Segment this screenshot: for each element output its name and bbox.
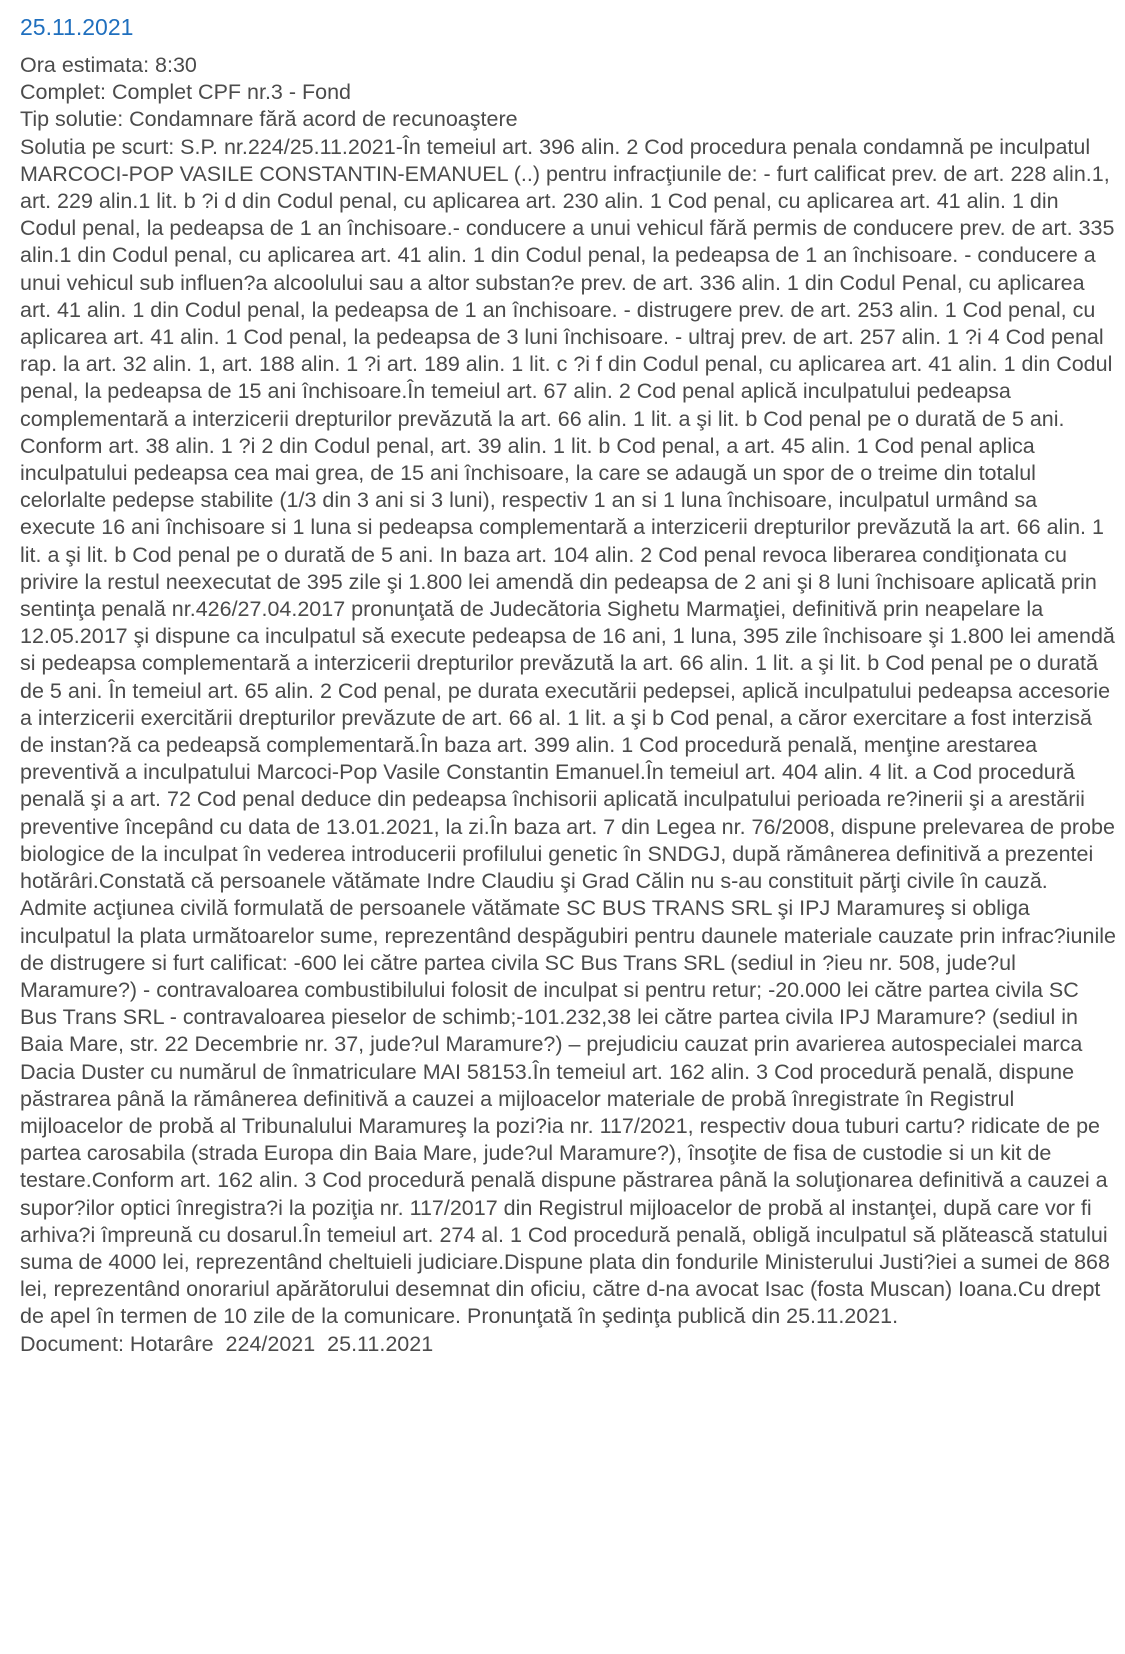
- estimated-time: Ora estimata: 8:30: [20, 53, 197, 77]
- solution-summary: Solutia pe scurt: S.P. nr.224/25.11.2021-În temeiul art. 396 alin. 2 Cod procedura penala condamnă pe inculpatul MARCOCI-POP VASILE CONSTANTIN-EMANUEL (..) pentru infracţiunile de: - furt calificat prev. de art. 228 alin.1, art. 229 alin.1 lit. b ?i d din Codul penal, cu aplicarea art. 230 alin. 1 Cod penal, cu aplicarea art. 41 alin. 1 din Codul penal, la pedeapsa de 1 an închisoare.- conducere a unui vehicul fără permis de conducere prev. de art. 335 alin.1 din Codul penal, cu aplicarea art. 41 alin. 1 din Codul penal, la pedeapsa de 1 an închisoare. - conducere a unui vehicul sub influen?a alcoolului sau a altor substan?e prev. de art. 336 alin. 1 din Codul Penal, cu aplicarea art. 41 alin. 1 din Codul penal, la pedeapsa de 1 an închisoare. - distrugere prev. de art. 253 alin. 1 Cod penal, cu aplicarea art. 41 alin. 1 Cod penal, la pedeapsa de 3 luni închisoare. - ultraj prev. de art. 257 alin. 1 ?i 4 Cod penal rap. la art. 32 alin. 1, art. 188 alin. 1 ?i art. 189 alin. 1 lit. c ?i f din Codul penal, cu aplicarea art. 41 alin. 1 din Codul penal, la pedeapsa de 15 ani închisoare.În temeiul art. 67 alin. 2 Cod penal aplică inculpatului pedeapsa complementară a interzicerii drepturilor prevăzută la art. 66 alin. 1 lit. a şi lit. b Cod penal pe o durată de 5 ani. Conform art. 38 alin. 1 ?i 2 din Codul penal, art. 39 alin. 1 lit. b Cod penal, a art. 45 alin. 1 Cod penal aplica inculpatului pedeapsa cea mai grea, de 15 ani închisoare, la care se adaugă un spor de o treime din totalul celorlalte pedepse stabilite (1/3 din 3 ani si 3 luni), respectiv 1 an si 1 luna închisoare, inculpatul urmând sa execute 16 ani închisoare si 1 luna si pedeapsa complementară a interzicerii drepturilor prevăzută la art. 66 alin. 1 lit. a şi lit. b Cod penal pe o durată de 5 ani. In baza art. 104 alin. 2 Cod penal revoca liberarea condiţionata cu privire la restul neexecutat de 395 zile şi 1.800 lei amendă din pedeapsa de 2 ani şi 8 luni închisoare aplicată prin sentinţa penală nr.426/27.04.2017 pronunţată de Judecătoria Sighetu Marmaţiei, definitivă prin neapelare la 12.05.2017 şi dispune ca inculpatul să execute pedeapsa de 16 ani, 1 luna, 395 zile închisoare şi 1.800 lei amendă si pedeapsa complementară a interzicerii drepturilor prevăzută la art. 66 alin. 1 lit. a şi lit. b Cod penal pe o durată de 5 ani. În temeiul art. 65 alin. 2 Cod penal, pe durata executării pedepsei, aplică inculpatului pedeapsa accesorie a interzicerii exercitării drepturilor prevăzute de art. 66 al. 1 lit. a şi b Cod penal, a căror exercitare a fost interzisă de instan?ă ca pedeapsă complementară.În baza art. 399 alin. 1 Cod procedură penală, menţine arestarea preventivă a inculpatului Marcoci-Pop Vasile Constantin Emanuel.În temeiul art. 404 alin. 4 lit. a Cod procedură penală şi a art. 72 Cod penal deduce din pedeapsa închisorii aplicată inculpatului perioada re?inerii şi a arestării preventive începând cu data de 13.01.2021, la zi.În baza art. 7 din Legea nr. 76/2008, dispune prelevarea de probe biologice de la inculpat în vederea introducerii profilului genetic în SNDGJ, după rămânerea definitivă a prezentei hotărâri.Constată că persoanele vătămate Indre Claudiu şi Grad Călin nu s-au constituit părţi civile în cauză. Admite acţiunea civilă formulată de persoanele vătămate SC BUS TRANS SRL şi IPJ Maramureş si obliga inculpatul la plata următoarelor sume, reprezentând despăgubiri pentru daunele materiale cauzate prin infrac?iunile de distrugere si furt calificat: -600 lei către partea civila SC Bus Trans SRL (sediul in ?ieu nr. 508, jude?ul Maramure?) - contravaloarea combustibilului folosit de inculpat si pentru retur; -20.000 lei către partea civila SC Bus Trans SRL - contravaloarea pieselor de schimb;-101.232,38 lei către partea civila IPJ Maramure? (sediul in Baia Mare, str. 22 Decembrie nr. 37, jude?ul Maramure?) – prejudiciu cauzat prin avarierea autospecialei marca Dacia Duster cu numărul de înmatriculare MAI 58153.În temeiul art. 162 alin. 3 Cod procedură penală, dispune păstrarea până la rămânerea definitivă a cauzei a mijloacelor materiale de probă înregistrate în Registrul mijloacelor de probă al Tribunalului Maramureş la pozi?ia nr. 117/2021, respectiv doua tuburi cartu? ridicate de pe partea carosabila (strada Europa din Baia Mare, jude?ul Maramure?), însoţite de fisa de custodie si un kit de testare.Conform art. 162 alin. 3 Cod procedură penală dispune păstrarea până la soluţionarea definitivă a cauzei a supor?ilor optici înregistra?i la poziţia nr. 117/2017 din Registrul mijloacelor de probă al instanţei, după care vor fi arhiva?i împreună cu dosarul.În temeiul art. 274 al. 1 Cod procedură penală, obligă inculpatul să plătească statului suma de 4000 lei, reprezentând cheltuieli judiciare.Dispune plata din fondurile Ministerului Justi?iei a sumei de 868 lei, reprezentând onorariul apărătorului desemnat din oficiu, către d-na avocat Isac (fosta Muscan) Ioana.Cu drept de apel în termen de 10 zile de la comunicare. Pronunţată în şedinţa publică din 25.11.2021.: [20, 134, 1116, 1329]
- document-reference: Document: Hotarâre 224/2021 25.11.2021: [20, 1331, 434, 1356]
- session-date: 25.11.2021: [20, 14, 134, 40]
- panel-info: Complet: Complet CPF nr.3 - Fond: [20, 80, 351, 105]
- solution-type: Tip solutie: Condamnare fără acord de recunoaştere: [20, 107, 518, 132]
- case-details: [20, 52, 1116, 1358]
